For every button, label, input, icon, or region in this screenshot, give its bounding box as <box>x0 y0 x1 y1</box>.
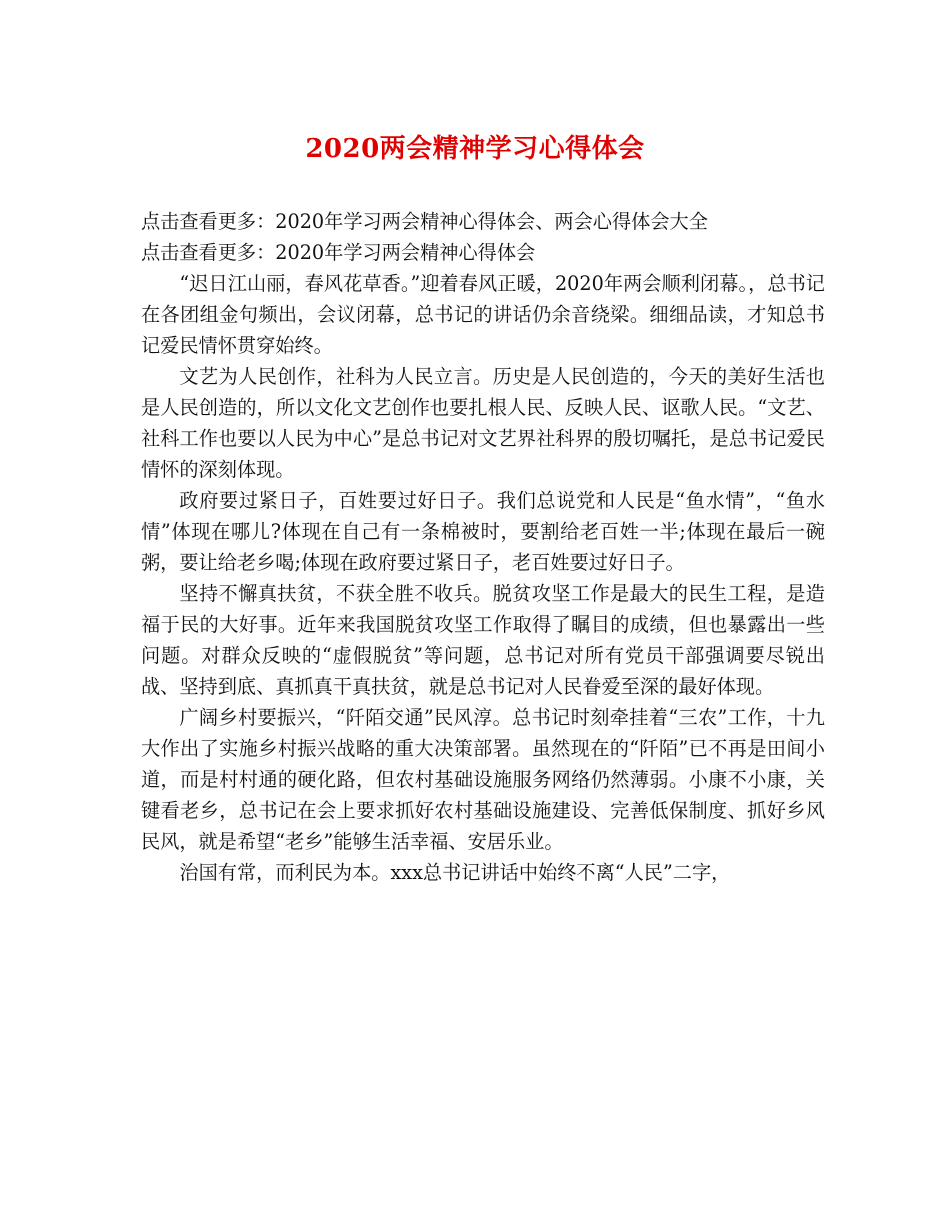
paragraph-6: 治国有常，而利民为本。xxx总书记讲话中始终不离“人民”二字， <box>179 861 731 884</box>
document-title: 2020两会精神学习心得体会 <box>305 134 645 164</box>
more-link-2[interactable]: 点击查看更多：2020年学习两会精神心得体会 <box>141 241 536 264</box>
paragraph-3: 政府要过紧日子，百姓要过好日子。我们总说党和人民是“鱼水情”，“鱼水情”体现在哪儿?体现在自己有一条棉被时，要割给老百姓一半;体现在最后一碗粥，要让给老乡喝;体现在政府要过紧日子，老百姓要过好日子。 <box>141 489 825 574</box>
paragraph-2: 文艺为人民创作，社科为人民立言。历史是人民创造的，今天的美好生活也是人民创造的，所以文化文艺创作也要扎根人民、反映人民、讴歌人民。“文艺、社科工作也要以人民为中心”是总书记对文艺界社科界的殷切嘱托，是总书记爱民情怀的深刻体现。 <box>141 365 825 481</box>
paragraph-4: 坚持不懈真扶贫，不获全胜不收兵。脱贫攻坚工作是最大的民生工程，是造福于民的大好事。近年来我国脱贫攻坚工作取得了瞩目的成绩，但也暴露出一些问题。对群众反映的“虚假脱贫”等问题，总书记对所有党员干部强调要尽锐出战、坚持到底、真抓真干真扶贫，就是总书记对人民眷爱至深的最好体现。 <box>141 582 825 698</box>
paragraph-1: “迟日江山丽，春风花草香。”迎着春风正暖，2020年两会顺利闭幕。，总书记在各团组金句频出，会议闭幕，总书记的讲话仍余音绕梁。细细品读，才知总书记爱民情怀贯穿始终。 <box>141 272 825 357</box>
paragraph-5: 广阔乡村要振兴，“阡陌交通”民风淳。总书记时刻牵挂着“三农”工作，十九大作出了实施乡村振兴战略的重大决策部署。虽然现在的“阡陌”已不再是田间小道，而是村村通的硬化路，但农村基础设施服务网络仍然薄弱。小康不小康，关键看老乡，总书记在会上要求抓好农村基础设施建设、完善低保制度、抓好乡风民风，就是希望“老乡”能够生活幸福、安居乐业。 <box>141 706 825 853</box>
document-body <box>141 206 825 888</box>
more-link-1[interactable]: 点击查看更多：2020年学习两会精神心得体会、两会心得体会大全 <box>141 210 708 233</box>
